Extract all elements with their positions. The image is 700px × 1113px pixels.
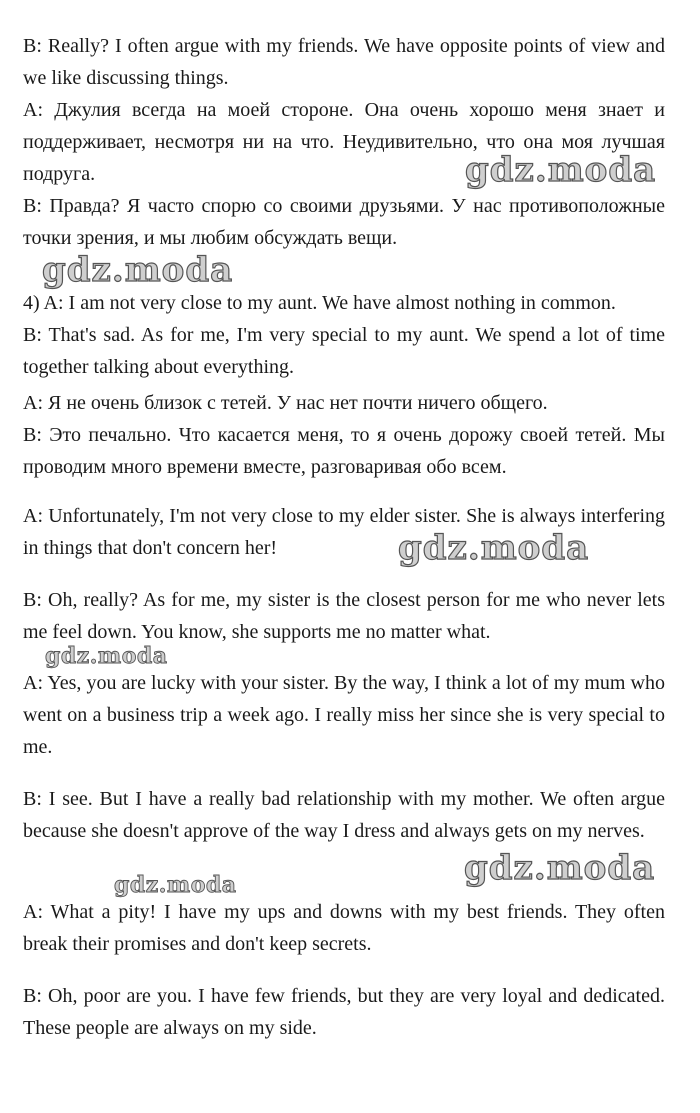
dialogue-line-8: A: Unfortunately, I'm not very close to my elder sister. She is always interfering in things that don't concern her! <box>23 505 665 559</box>
watermark: gdz.moda <box>464 848 656 888</box>
dialogue-line-7: B: Это печально. Что касается меня, то я очень дорожу своей тетей. Мы проводим много времени вместе, разговаривая обо всем. <box>23 424 665 478</box>
dialogue-line-11: B: I see. But I have a really bad relationship with my mother. We often argue because she doesn't approve of the way I dress and always gets on my nerves. <box>23 788 665 842</box>
dialogue-line-10: A: Yes, you are lucky with your sister. By the way, I think a lot of my mum who went on a business trip a week ago. I really miss her since she is very special to me. <box>23 672 665 758</box>
watermark: gdz.moda <box>398 528 590 568</box>
dialogue-line-12: A: What a pity! I have my ups and downs with my best friends. They often break their promises and don't keep secrets. <box>23 901 665 955</box>
watermark: gdz.moda <box>114 872 237 898</box>
watermark: gdz.moda <box>42 250 234 290</box>
dialogue-line-2: A: Джулия всегда на моей стороне. Она очень хорошо меня знает и поддерживает, несмотря ни на что. Неудивительно, что она моя лучшая подруга. <box>23 99 665 185</box>
dialogue-line-13: B: Oh, poor are you. I have few friends, but they are very loyal and dedicated. These people are always on my side. <box>23 985 665 1039</box>
watermark: gdz.moda <box>45 643 168 669</box>
dialogue-line-1: B: Really? I often argue with my friends. We have opposite points of view and we like discussing things. <box>23 35 665 89</box>
dialogue-line-9: B: Oh, really? As for me, my sister is the closest person for me who never lets me feel down. You know, she supports me no matter what. <box>23 589 665 643</box>
watermark: gdz.moda <box>465 150 657 190</box>
dialogue-line-4: 4) A: I am not very close to my aunt. We have almost nothing in common. <box>23 292 616 314</box>
dialogue-line-3: B: Правда? Я часто спорю со своими друзьями. У нас противоположные точки зрения, и мы любим обсуждать вещи. <box>23 195 665 249</box>
dialogue-line-5: B: That's sad. As for me, I'm very special to my aunt. We spend a lot of time together talking about everything. <box>23 324 665 378</box>
dialogue-line-6: A: Я не очень близок с тетей. У нас нет почти ничего общего. <box>23 392 548 414</box>
